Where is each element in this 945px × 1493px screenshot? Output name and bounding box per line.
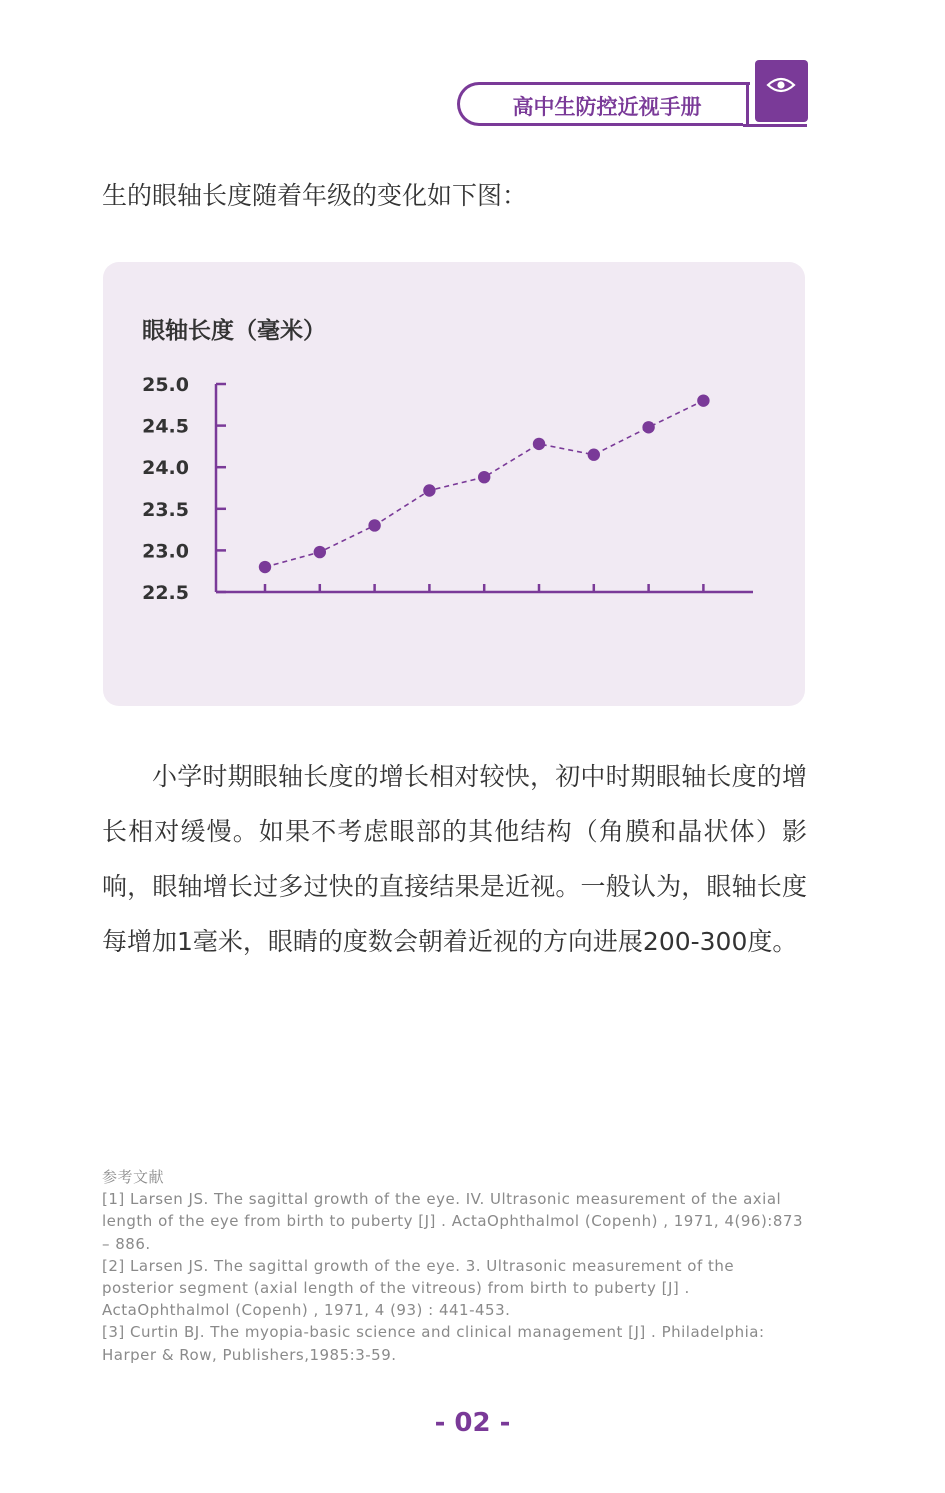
y-tick-label: 23.5 [142, 498, 189, 521]
data-point [368, 519, 380, 531]
series-line [265, 401, 703, 567]
data-point [314, 546, 326, 558]
references-heading: 参考文献 [102, 1168, 165, 1186]
y-tick-label: 24.5 [142, 415, 189, 438]
y-tick-label: 22.5 [142, 582, 189, 604]
y-tick-label: 25.0 [142, 374, 189, 396]
intro-text: 生的眼轴长度随着年级的变化如下图： [102, 181, 528, 210]
page-number: - 02 - [434, 1408, 511, 1438]
data-point [478, 471, 490, 483]
references [102, 1166, 806, 1366]
reference-item: [2] Larsen JS. The sagittal growth of the eye. 3. Ultrasonic measurement of the posterior segment (axial length of the vitreous) from birth to puberty [J] . ActaOphthalmol (Copenh) , 1971, 4 (93) : 441-453. [102, 1256, 735, 1320]
data-point [588, 449, 600, 461]
data-point [259, 561, 271, 573]
paragraph-text: 小学时期眼轴长度的增长相对较快，初中时期眼轴长度的增长相对缓慢。如果不考虑眼部的其他结构（角膜和晶状体）影响，眼轴增长过多过快的直接结果是近视。一般认为，眼轴长度每增加1毫米，眼睛的度数会朝着近视的方向进展200-300度。 [102, 762, 807, 956]
reference-item: [1] Larsen JS. The sagittal growth of the eye. IV. Ultrasonic measurement of the axial length of the eye from birth to puberty [J] . ActaOphthalmol (Copenh) , 1971, 4(96):873 – 886. [102, 1190, 803, 1253]
data-point [697, 394, 709, 406]
y-tick-label: 23.0 [142, 540, 189, 563]
eye-icon [766, 76, 796, 94]
header-title: 高中生防控近视手册 [512, 95, 702, 119]
data-point [642, 421, 654, 433]
chart-ylabel: 眼轴长度（毫米） [142, 318, 326, 344]
y-tick-label: 24.0 [142, 457, 189, 480]
header-icon-box [755, 60, 808, 122]
line-chart [103, 262, 805, 706]
data-point [423, 484, 435, 496]
data-point [533, 438, 545, 450]
body-paragraph [102, 749, 807, 969]
reference-item: [3] Curtin BJ. The myopia-basic science and clinical management [J] . Philadelphia: Harper & Row, Publishers,1985:3-59. [102, 1323, 765, 1364]
